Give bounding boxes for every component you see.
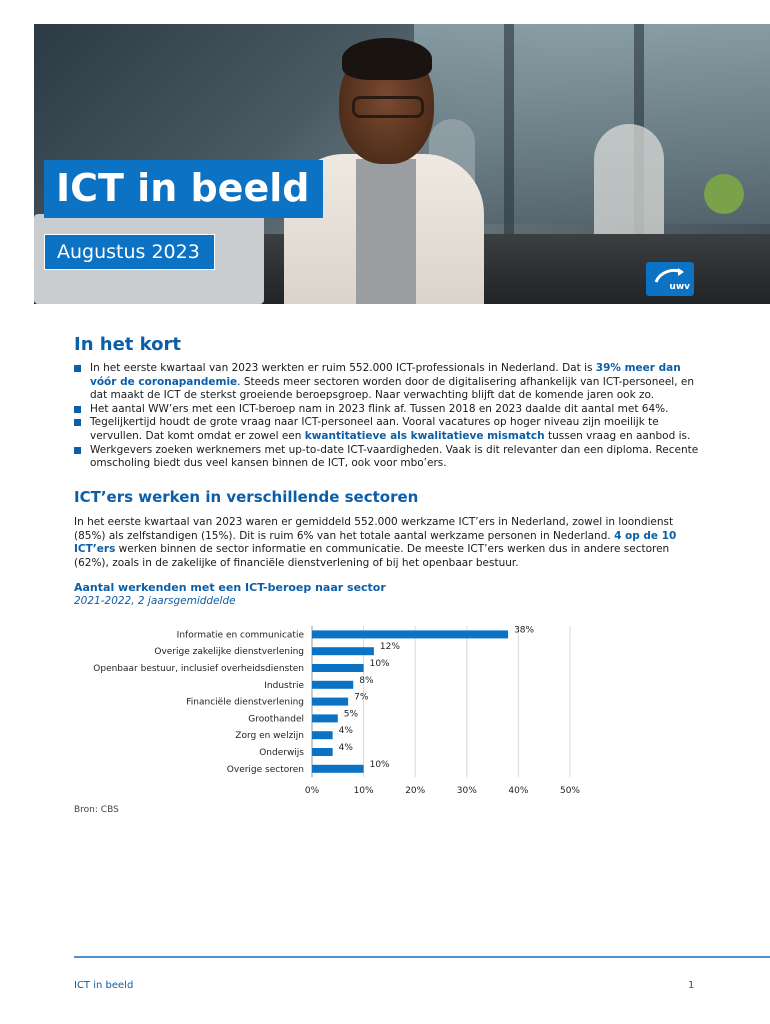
x-tick-label: 50% bbox=[559, 786, 581, 797]
footer-divider bbox=[74, 956, 770, 958]
x-tick-label: 0% bbox=[304, 786, 320, 797]
bar bbox=[312, 681, 353, 689]
sectoren-paragraph: In het eerste kwartaal van 2023 waren er gemiddeld 552.000 werkzame ICT’ers in Nederland, zowel in loondienst (85%) als zelfstandigen (15%). Dit is ruim 6% van het totale aantal werkzame personen in Nederland. 4 op de 10 ICT’ers werken binnen de sector informatie en communicatie. De meeste ICT’ers werken dus in andere sectoren (62%), zoals in de zakelijke of financiële dienstverlening of bij het openbaar bestuur. bbox=[74, 516, 677, 569]
category-label: Onderwijs bbox=[259, 748, 304, 758]
summary-list bbox=[74, 362, 704, 471]
section-heading-kort: In het kort bbox=[74, 334, 182, 355]
data-label: 10% bbox=[369, 759, 390, 770]
uwv-logo bbox=[646, 262, 694, 296]
category-label: Informatie en communicatie bbox=[176, 630, 304, 641]
category-label: Industrie bbox=[264, 680, 304, 691]
plant bbox=[704, 174, 744, 214]
uwv-swoosh-icon bbox=[654, 266, 686, 284]
list-item: Het aantal WW’ers met een ICT-beroep nam in 2023 flink af. Tussen 2018 en 2023 daalde dit aantal met 64%. bbox=[74, 403, 704, 417]
document-date: Augustus 2023 bbox=[44, 234, 215, 270]
bar bbox=[312, 698, 348, 706]
x-tick-label: 30% bbox=[456, 786, 477, 797]
data-label: 7% bbox=[354, 692, 369, 703]
document-title: ICT in beeld bbox=[44, 160, 323, 218]
category-label: Groothandel bbox=[248, 714, 304, 725]
bar bbox=[312, 765, 364, 773]
bar bbox=[312, 630, 508, 638]
page-number: 1 bbox=[688, 980, 695, 991]
category-label: Zorg en welzijn bbox=[235, 731, 304, 742]
list-item: In het eerste kwartaal van 2023 werkten er ruim 552.000 ICT-professionals in Nederland. Dat is 39% meer dan vóór de coronapandemie. Steeds meer sectoren worden door de digitalisering afhankelijk van ICT-personeel, en dat maakt de ICT de sterkst groeiende beroepsgroep. Naar verwachting blijft dat de komende jaren ook zo. bbox=[74, 362, 704, 403]
data-label: 12% bbox=[379, 642, 400, 653]
data-label: 4% bbox=[338, 743, 353, 753]
section-heading-sectoren: ICT’ers werken in verschillende sectoren bbox=[74, 488, 419, 506]
chart-source: Bron: CBS bbox=[74, 805, 119, 815]
x-tick-label: 10% bbox=[353, 786, 374, 797]
data-label: 38% bbox=[514, 625, 535, 636]
background-person bbox=[594, 124, 664, 244]
chart-title: Aantal werkenden met een ICT-beroep naar sector bbox=[74, 581, 386, 594]
bar bbox=[312, 647, 374, 655]
list-item: Werkgevers zoeken werknemers met up-to-date ICT-vaardigheden. Vaak is dit relevanter dan een diploma. Recente omscholing biedt dus veel kansen binnen de ICT, ook voor mbo’ers. bbox=[74, 444, 704, 471]
category-label: Overige zakelijke dienstverlening bbox=[154, 647, 304, 658]
bar bbox=[312, 664, 364, 672]
logo-text: uwv bbox=[669, 282, 690, 292]
list-item: Tegelijkertijd houdt de grote vraag naar ICT-personeel aan. Vooral vacatures op hoger niveau zijn moeilijk te vervullen. Dat komt omdat er zowel een kwantitatieve als kwalitatieve mismatch tussen vraag en aanbod is. bbox=[74, 416, 704, 443]
category-label: Overige sectoren bbox=[226, 764, 304, 775]
sector-bar-chart bbox=[0, 620, 770, 800]
bar bbox=[312, 714, 338, 722]
data-label: 4% bbox=[338, 726, 353, 737]
x-tick-label: 40% bbox=[508, 786, 529, 797]
category-label: Financiële dienstverlening bbox=[186, 697, 304, 708]
chart-subtitle: 2021-2022, 2 jaarsgemiddelde bbox=[74, 595, 236, 607]
bar bbox=[312, 731, 333, 739]
data-label: 10% bbox=[369, 659, 390, 669]
data-label: 5% bbox=[343, 709, 359, 720]
bar bbox=[312, 748, 333, 756]
x-tick-label: 20% bbox=[405, 786, 426, 797]
footer-title: ICT in beeld bbox=[74, 980, 134, 991]
category-label: Openbaar bestuur, inclusief overheidsdiensten bbox=[93, 664, 304, 674]
data-label: 8% bbox=[359, 675, 374, 686]
